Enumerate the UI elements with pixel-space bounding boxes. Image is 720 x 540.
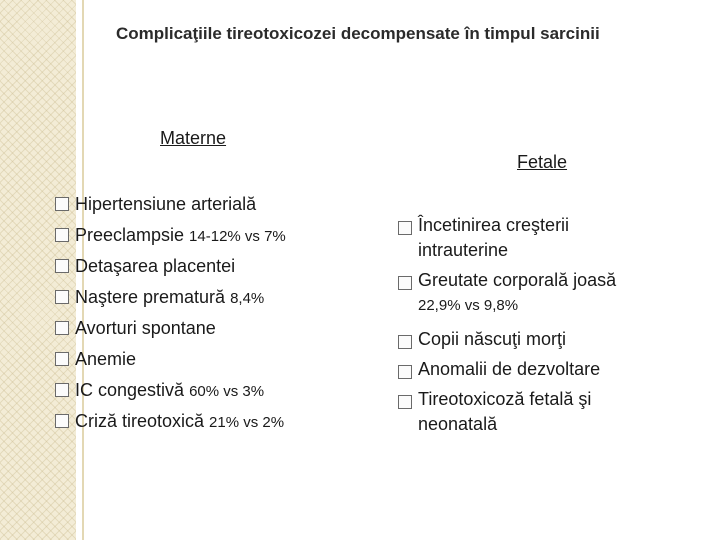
bullet-box-icon — [55, 383, 69, 397]
statistic: 14-12% vs 7% — [189, 228, 286, 245]
list-item: Greutate corporală joasă 22,9% vs 9,8% — [398, 268, 698, 318]
fetal-heading: Fetale — [517, 152, 568, 172]
bullet-box-icon — [55, 197, 69, 211]
bullet-box-icon — [55, 290, 69, 304]
slide-title: Complicaţiile tireotoxicozei decompensate în timpul sarcinii — [116, 24, 600, 43]
fetal-list — [398, 213, 698, 442]
list-item: Anemie — [55, 346, 375, 377]
maternal-heading: Materne — [160, 128, 227, 148]
bullet-box-icon — [55, 228, 69, 242]
bullet-box-icon — [398, 276, 412, 290]
list-item: Detaşarea placentei — [55, 253, 375, 284]
bullet-box-icon — [55, 259, 69, 273]
statistic: 60% vs 3% — [189, 383, 265, 400]
list-item: Anomalii de dezvoltare — [398, 357, 698, 382]
statistic: 8,4% — [230, 290, 265, 307]
list-item: Criză tireotoxică 21% vs 2% — [55, 408, 375, 439]
list-item: IC congestivă 60% vs 3% — [55, 377, 375, 408]
list-item: Avorturi spontane — [55, 315, 375, 346]
bullet-box-icon — [398, 335, 412, 349]
statistic: 22,9% vs 9,8% — [418, 297, 519, 314]
bullet-box-icon — [398, 395, 412, 409]
bullet-box-icon — [55, 321, 69, 335]
bullet-box-icon — [55, 352, 69, 366]
list-item: Naştere prematură 8,4% — [55, 284, 375, 315]
maternal-list — [55, 191, 375, 439]
list-item: Încetinirea creşterii intrauterine — [398, 213, 698, 263]
bullet-box-icon — [398, 365, 412, 379]
bullet-box-icon — [398, 221, 412, 235]
list-item: Preeclampsie 14-12% vs 7% — [55, 222, 375, 253]
statistic: 21% vs 2% — [209, 414, 285, 431]
bullet-box-icon — [55, 414, 69, 428]
list-item: Tireotoxicoză fetală şi neonatală — [398, 387, 698, 437]
list-item: Hipertensiune arterială — [55, 191, 375, 222]
list-item: Copii născuţi morţi — [398, 327, 698, 352]
